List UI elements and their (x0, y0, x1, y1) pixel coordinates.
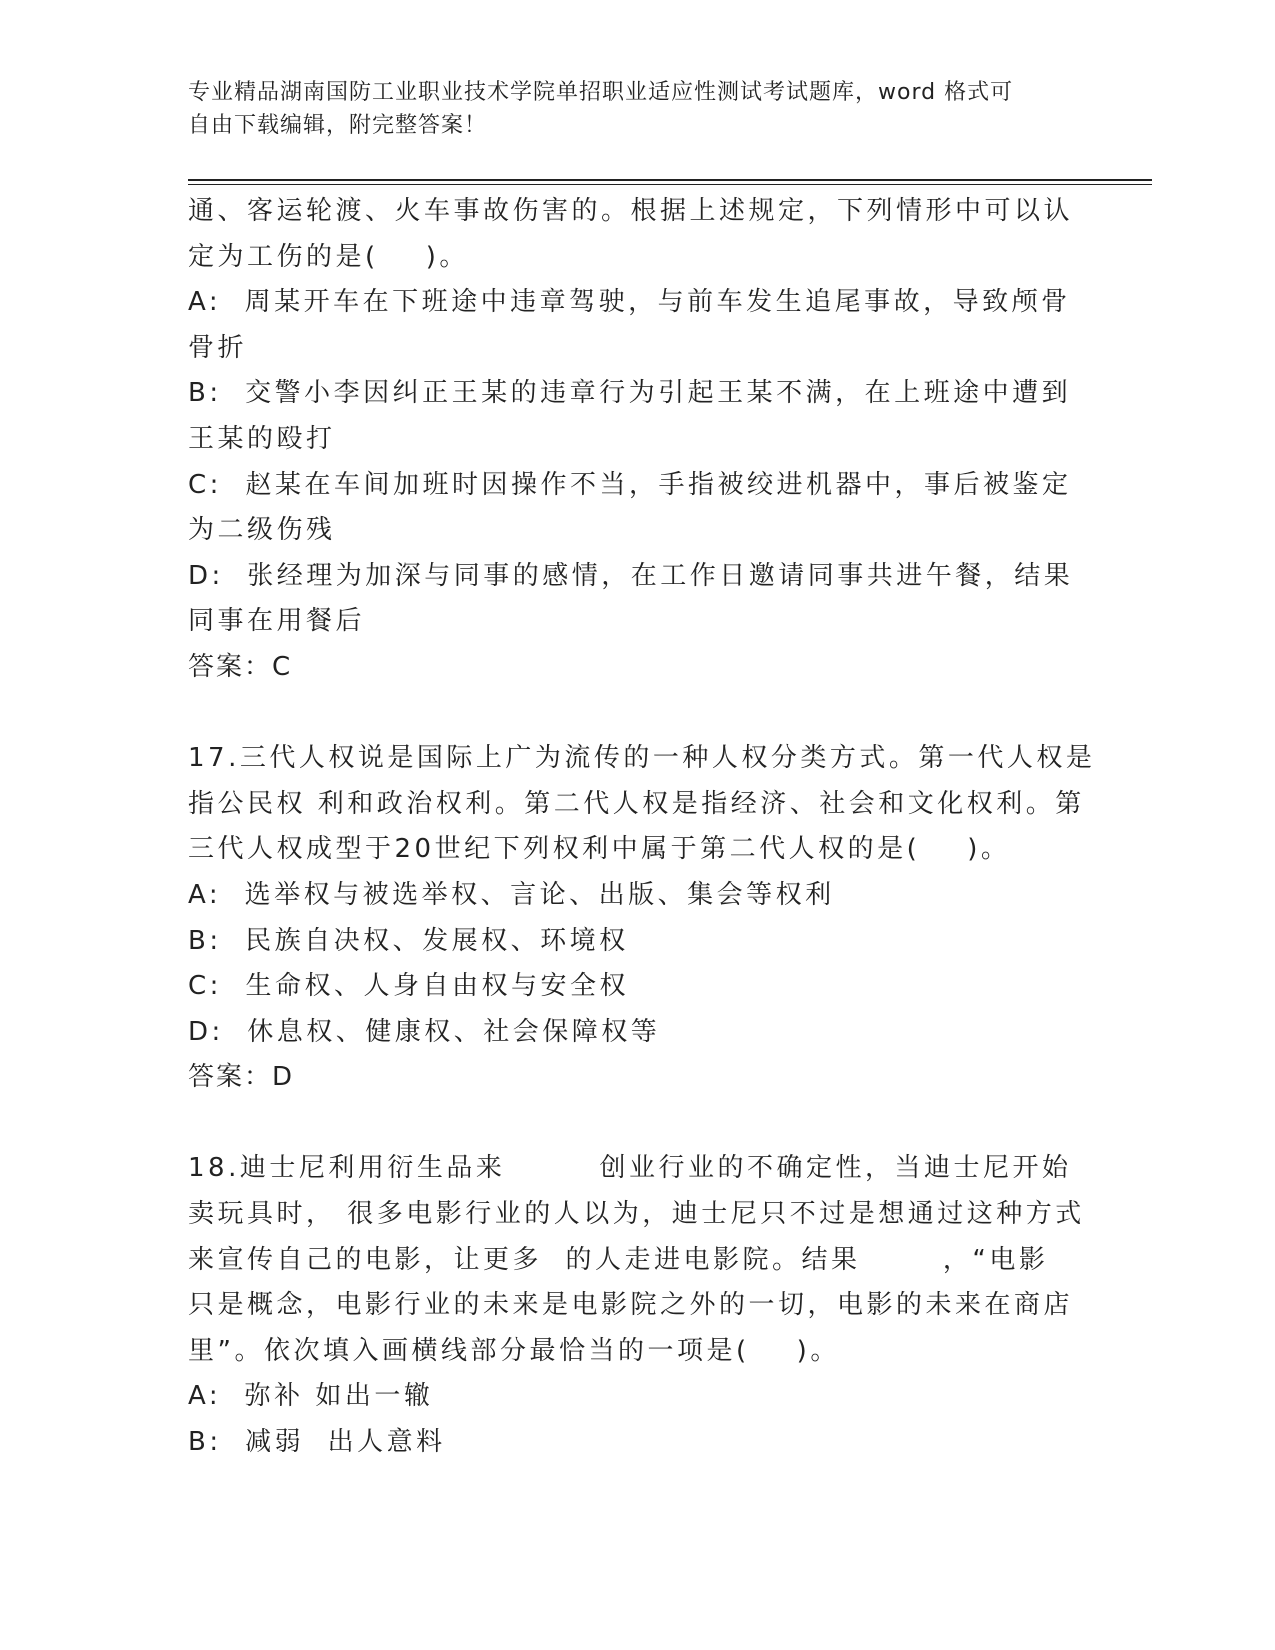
option-a: A: 周某开车在下班途中违章驾驶，与前车发生追尾事故，导致颅骨 (188, 287, 1071, 318)
header-rule-thin (188, 184, 1152, 185)
question-18 (188, 1146, 1088, 1465)
option-d: D: 休息权、健康权、社会保障权等 (188, 1016, 661, 1047)
question-stem-line: 定为工伤的是( )。 (188, 241, 469, 272)
document-header (188, 76, 1068, 142)
option-b: B: 交警小李因纠正王某的违章行为引起王某不满，在上班途中遭到 (188, 378, 1072, 409)
option-b-continued: 王某的殴打 (188, 423, 336, 454)
question-stem-line: 卖玩具时， 很多电影行业的人以为，迪士尼只不过是想通过这种方式 (188, 1199, 1085, 1230)
header-rule-thick (188, 179, 1152, 181)
question-17 (188, 736, 1096, 1101)
question-16 (188, 189, 1088, 691)
question-stem-line: 三代人权成型于20世纪下列权利中属于第二代人权的是( )。 (188, 834, 1011, 865)
answer-line: 答案：C (188, 651, 293, 682)
header-line-1: 专业精品湖南国防工业职业技术学院单招职业适应性测试考试题库，word 格式可 (188, 80, 1014, 105)
question-stem-line: 18.迪士尼利用衍生品来 创业行业的不确定性，当迪士尼开始 (188, 1153, 1072, 1184)
question-stem-line: 只是概念，电影行业的未来是电影院之外的一切，电影的未来在商店 (188, 1290, 1074, 1321)
document-body (188, 189, 1096, 1466)
question-spacer (188, 691, 1088, 737)
option-c: C: 赵某在车间加班时因操作不当，手指被绞进机器中，事后被鉴定 (188, 469, 1072, 500)
answer-line: 答案：D (188, 1062, 295, 1093)
question-stem-line: 17.三代人权说是国际上广为流传的一种人权分类方式。第一代人权是 (188, 743, 1096, 774)
option-a: A: 弥补 如出一辙 (188, 1381, 434, 1412)
option-b: B: 减弱 出人意料 (188, 1427, 446, 1458)
question-stem-line: 里”。依次填入画横线部分最恰当的一项是( )。 (188, 1335, 840, 1366)
question-stem-line: 通、客运轮渡、火车事故伤害的。根据上述规定，下列情形中可以认 (188, 196, 1074, 226)
option-b: B: 民族自决权、发展权、环境权 (188, 925, 629, 956)
option-c: C: 生命权、人身自由权与安全权 (188, 971, 629, 1002)
option-c-continued: 为二级伤残 (188, 515, 336, 546)
option-d-continued: 同事在用餐后 (188, 606, 366, 637)
question-stem-line: 指公民权 利和政治权利。第二代人权是指经济、社会和文化权利。第 (188, 788, 1085, 819)
option-d: D: 张经理为加深与同事的感情，在工作日邀请同事共进午餐，结果 (188, 560, 1074, 591)
option-a: A: 选举权与被选举权、言论、出版、集会等权利 (188, 879, 835, 910)
question-spacer (188, 1101, 1088, 1147)
option-a-continued: 骨折 (188, 332, 248, 363)
question-stem-line: 来宣传自己的电影，让更多 的人走进电影院。结果 ，“电影 (188, 1244, 1049, 1275)
header-line-2: 自由下载编辑，附完整答案！ (188, 113, 488, 138)
